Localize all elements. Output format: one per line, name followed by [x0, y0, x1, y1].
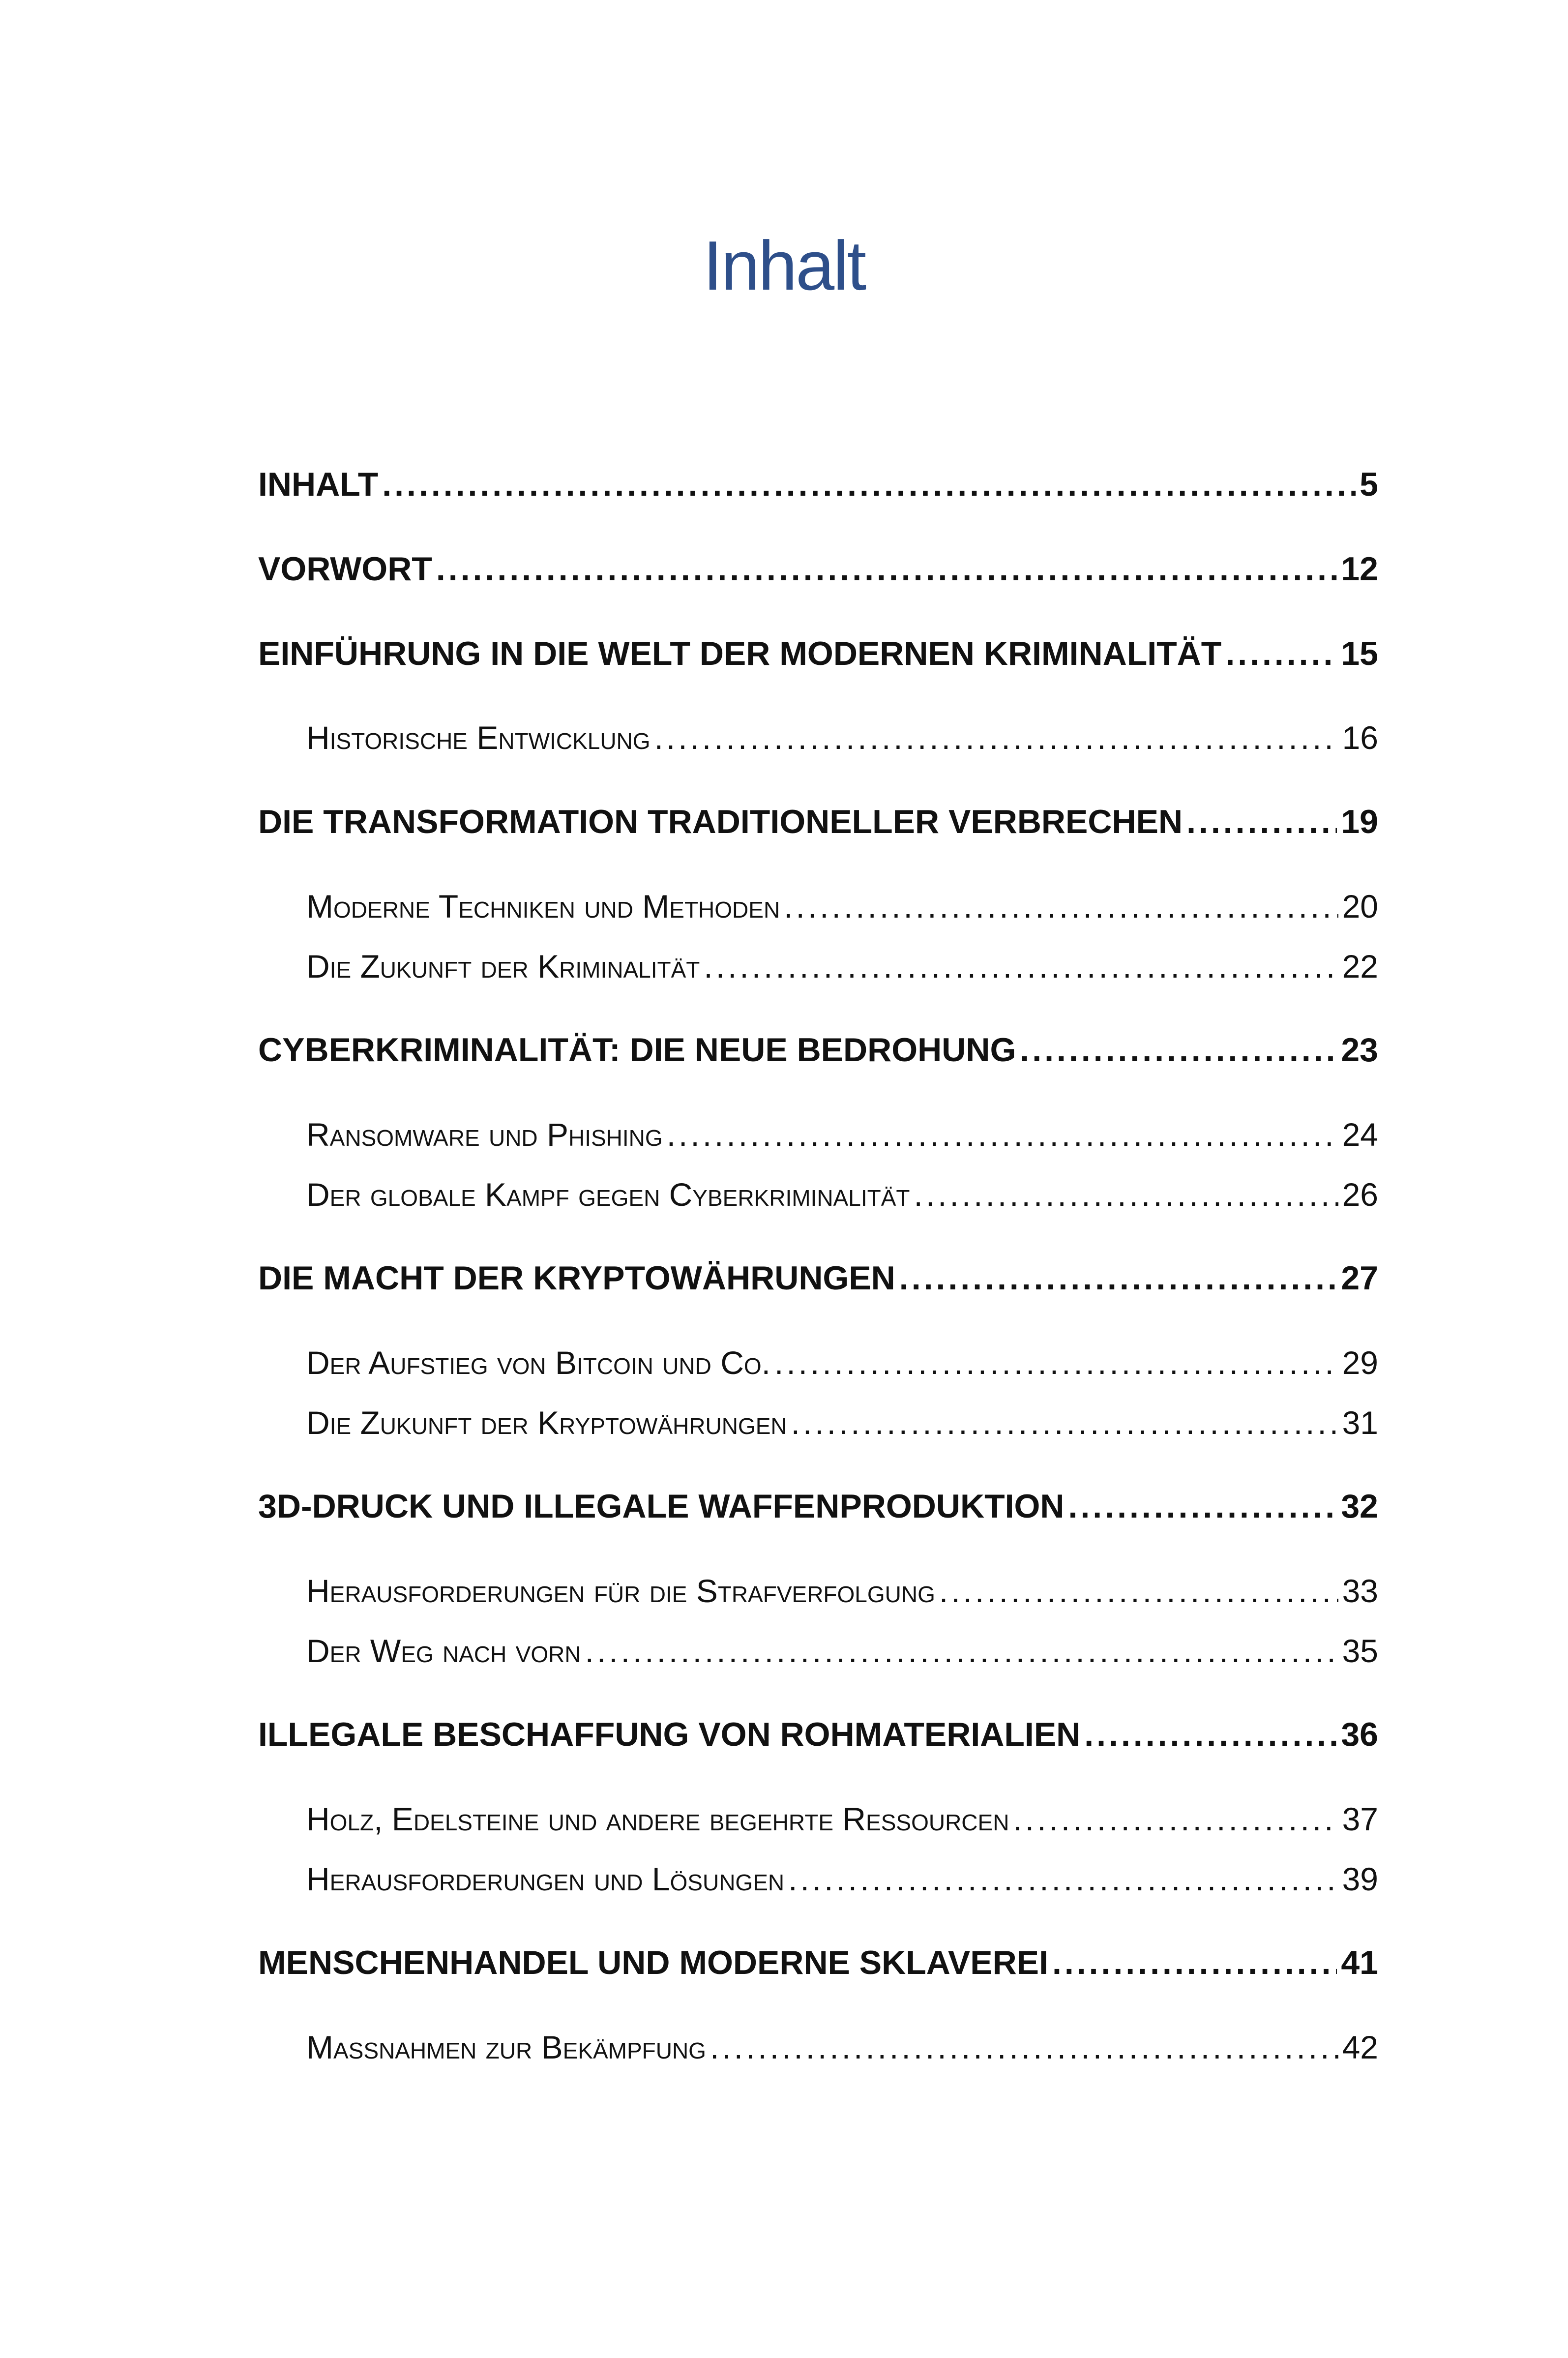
toc-entry-label: Herausforderungen für die Strafverfolgung	[306, 1573, 935, 1609]
toc-subentry[interactable]	[306, 1569, 1378, 1613]
toc-page-number: 37	[1342, 1801, 1378, 1837]
page-title: Inhalt	[703, 227, 865, 305]
toc-subentry[interactable]	[306, 1857, 1378, 1901]
toc-page-number: 5	[1360, 466, 1378, 503]
toc-entry-label: Ransomware und Phishing	[306, 1116, 663, 1153]
toc-entry[interactable]	[258, 462, 1378, 507]
toc-dot-leader	[382, 462, 1356, 507]
toc-page-number: 33	[1342, 1573, 1378, 1609]
toc-entry-label: INHALT	[258, 466, 379, 503]
toc-entry-label: CYBERKRIMINALITÄT: DIE NEUE BEDROHUNG	[258, 1031, 1016, 1069]
toc-dot-leader	[1052, 1940, 1337, 1985]
toc-page-number: 24	[1342, 1116, 1378, 1153]
toc-page-number: 20	[1342, 888, 1378, 925]
toc-entry[interactable]	[258, 1712, 1378, 1757]
toc-subentry[interactable]	[306, 716, 1378, 760]
toc-page-number: 12	[1341, 550, 1378, 588]
toc-entry-label: Holz, Edelsteine und andere begehrte Ressourcen	[306, 1801, 1009, 1837]
toc-subentry[interactable]	[306, 884, 1378, 928]
toc-page-number: 23	[1341, 1031, 1378, 1069]
toc-entry-label: DIE TRANSFORMATION TRADITIONELLER VERBRECHEN	[258, 803, 1183, 840]
toc-entry-label: 3D-DRUCK UND ILLEGALE WAFFENPRODUKTION	[258, 1488, 1065, 1525]
toc-subentry[interactable]	[306, 1629, 1378, 1673]
toc-entry-label: Moderne Techniken und Methoden	[306, 888, 780, 925]
toc-dot-leader	[1186, 800, 1337, 844]
toc-subentry[interactable]	[306, 1341, 1378, 1385]
toc-entry[interactable]	[258, 631, 1378, 676]
toc-dot-leader	[774, 1341, 1338, 1385]
toc-entry[interactable]	[258, 547, 1378, 591]
toc-subentry[interactable]	[306, 944, 1378, 988]
toc-dot-leader	[710, 2025, 1338, 2069]
toc-entry-label: Maßnahmen zur Bekämpfung	[306, 2029, 706, 2065]
toc-dot-leader	[939, 1569, 1338, 1613]
toc-entry[interactable]	[258, 800, 1378, 844]
toc-entry[interactable]	[258, 1484, 1378, 1528]
toc-page-number: 27	[1341, 1259, 1378, 1297]
toc-dot-leader	[1013, 1797, 1338, 1841]
toc-dot-leader	[436, 547, 1337, 591]
toc-dot-leader	[1084, 1712, 1337, 1757]
toc-page-number: 41	[1341, 1944, 1378, 1981]
toc-dot-leader	[1068, 1484, 1337, 1528]
toc-entry-label: VORWORT	[258, 550, 432, 588]
toc-page-number: 15	[1341, 635, 1378, 672]
toc-page-number: 42	[1342, 2029, 1378, 2065]
toc-entry-label: Herausforderungen und Lösungen	[306, 1861, 785, 1897]
toc-dot-leader	[784, 884, 1338, 928]
toc-subentry[interactable]	[306, 1172, 1378, 1217]
toc-entry-label: ILLEGALE BESCHAFFUNG VON ROHMATERIALIEN	[258, 1716, 1081, 1753]
toc-entry-label: DIE MACHT DER KRYPTOWÄHRUNGEN	[258, 1259, 895, 1297]
toc-dot-leader	[914, 1172, 1338, 1217]
toc-page-number: 16	[1342, 719, 1378, 756]
toc-page-number: 39	[1342, 1861, 1378, 1897]
toc-dot-leader	[704, 944, 1338, 988]
toc-subentry[interactable]	[306, 1112, 1378, 1157]
toc-entry-label: Die Zukunft der Kryptowährungen	[306, 1404, 787, 1441]
toc-entry[interactable]	[258, 1028, 1378, 1072]
toc-page-number: 26	[1342, 1176, 1378, 1213]
toc-dot-leader	[899, 1256, 1337, 1300]
toc-page-number: 32	[1341, 1488, 1378, 1525]
toc-dot-leader	[654, 716, 1338, 760]
toc-entry-label: Der globale Kampf gegen Cyberkriminalität	[306, 1176, 910, 1213]
toc-entry-label: MENSCHENHANDEL UND MODERNE SKLAVEREI	[258, 1944, 1048, 1981]
toc-entry-label: Historische Entwicklung	[306, 719, 651, 756]
toc-page-number: 31	[1342, 1404, 1378, 1441]
toc-dot-leader	[791, 1401, 1338, 1445]
toc-entry-label: Die Zukunft der Kriminalität	[306, 948, 700, 985]
toc-subentry[interactable]	[306, 1797, 1378, 1841]
toc-dot-leader	[1020, 1028, 1337, 1072]
toc-subentry[interactable]	[306, 2025, 1378, 2069]
toc-dot-leader	[1225, 631, 1337, 676]
toc-dot-leader	[667, 1112, 1338, 1157]
toc-dot-leader	[788, 1857, 1338, 1901]
toc-entry-label: EINFÜHRUNG IN DIE WELT DER MODERNEN KRIMINALITÄT	[258, 635, 1222, 672]
toc-page-number: 35	[1342, 1633, 1378, 1669]
toc-entry-label: Der Aufstieg von Bitcoin und Co.	[306, 1344, 770, 1381]
toc-page-number: 36	[1341, 1716, 1378, 1753]
toc-subentry[interactable]	[306, 1401, 1378, 1445]
toc-entry[interactable]	[258, 1256, 1378, 1300]
toc-page-number: 22	[1342, 948, 1378, 985]
toc-entry-label: Der Weg nach vorn	[306, 1633, 581, 1669]
toc-entry[interactable]	[258, 1940, 1378, 1985]
toc-page-number: 29	[1342, 1344, 1378, 1381]
toc-dot-leader	[585, 1629, 1338, 1673]
toc-page-number: 19	[1341, 803, 1378, 840]
